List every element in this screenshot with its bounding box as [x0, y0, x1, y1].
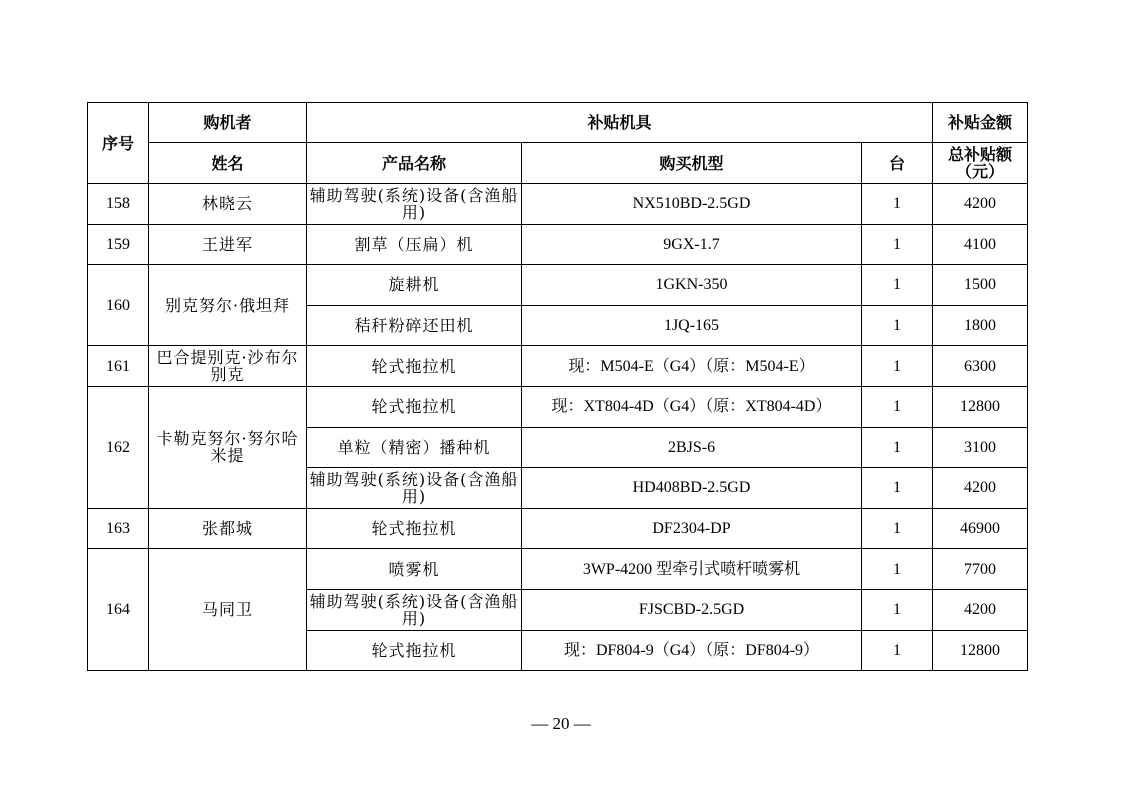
units: 1	[862, 265, 933, 306]
table-row	[88, 184, 1028, 225]
model: 3WP-4200 型牵引式喷杆喷雾机	[522, 549, 862, 590]
row-seq: 158	[88, 184, 149, 225]
product-name: 轮式拖拉机	[307, 346, 522, 387]
units: 1	[862, 184, 933, 225]
model: NX510BD-2.5GD	[522, 184, 862, 225]
subsidy-amount: 1500	[933, 265, 1028, 306]
product-name: 割草（压扁）机	[307, 224, 522, 265]
buyer-name: 王进军	[149, 224, 307, 265]
subsidy-amount: 12800	[933, 630, 1028, 671]
subsidy-amount: 3100	[933, 427, 1028, 468]
product-name: 单粒（精密）播种机	[307, 427, 522, 468]
product-name: 轮式拖拉机	[307, 630, 522, 671]
model: 现：M504-E（G4）（原：M504-E）	[522, 346, 862, 387]
header-seq: 序号	[88, 103, 149, 184]
row-seq: 161	[88, 346, 149, 387]
product-name: 轮式拖拉机	[307, 508, 522, 549]
units: 1	[862, 386, 933, 427]
product-name: 旋耕机	[307, 265, 522, 306]
subsidy-amount: 4200	[933, 589, 1028, 630]
table-row	[88, 265, 1028, 306]
header-product-name: 产品名称	[307, 143, 522, 184]
product-name: 辅助驾驶(系统)设备(含渔船用)	[307, 589, 522, 630]
row-seq: 162	[88, 386, 149, 508]
subsidy-amount: 4200	[933, 184, 1028, 225]
header-row-bottom	[88, 143, 1028, 184]
page-number: — 20 —	[531, 714, 591, 733]
units: 1	[862, 427, 933, 468]
header-model: 购买机型	[522, 143, 862, 184]
subsidy-amount: 6300	[933, 346, 1028, 387]
row-seq: 163	[88, 508, 149, 549]
header-buyer-name: 姓名	[149, 143, 307, 184]
units: 1	[862, 346, 933, 387]
units: 1	[862, 508, 933, 549]
subsidy-amount: 4200	[933, 468, 1028, 509]
header-equipment-group: 补贴机具	[307, 103, 933, 143]
buyer-name: 张都城	[149, 508, 307, 549]
subsidy-amount: 1800	[933, 305, 1028, 346]
model: 9GX-1.7	[522, 224, 862, 265]
model: DF2304-DP	[522, 508, 862, 549]
table-row	[88, 508, 1028, 549]
product-name: 轮式拖拉机	[307, 386, 522, 427]
units: 1	[862, 630, 933, 671]
table-row	[88, 549, 1028, 590]
header-total-subsidy: 总补贴额（元）	[933, 143, 1028, 184]
buyer-name: 巴合提别克·沙布尔别克	[149, 346, 307, 387]
header-row-top	[88, 103, 1028, 143]
units: 1	[862, 468, 933, 509]
model: 2BJS-6	[522, 427, 862, 468]
subsidy-amount: 46900	[933, 508, 1028, 549]
header-buyer-group: 购机者	[149, 103, 307, 143]
subsidy-table	[87, 102, 1028, 671]
row-seq: 160	[88, 265, 149, 346]
units: 1	[862, 549, 933, 590]
units: 1	[862, 224, 933, 265]
units: 1	[862, 589, 933, 630]
model: 现：XT804-4D（G4）（原：XT804-4D）	[522, 386, 862, 427]
subsidy-amount: 12800	[933, 386, 1028, 427]
buyer-name: 别克努尔·俄坦拜	[149, 265, 307, 346]
table-row	[88, 346, 1028, 387]
units: 1	[862, 305, 933, 346]
product-name: 辅助驾驶(系统)设备(含渔船用)	[307, 184, 522, 225]
buyer-name: 卡勒克努尔·努尔哈米提	[149, 386, 307, 508]
row-seq: 164	[88, 549, 149, 671]
table-row	[88, 224, 1028, 265]
product-name: 喷雾机	[307, 549, 522, 590]
product-name: 秸秆粉碎还田机	[307, 305, 522, 346]
header-units: 台	[862, 143, 933, 184]
model: 现：DF804-9（G4）（原：DF804-9）	[522, 630, 862, 671]
subsidy-amount: 7700	[933, 549, 1028, 590]
model: HD408BD-2.5GD	[522, 468, 862, 509]
model: FJSCBD-2.5GD	[522, 589, 862, 630]
subsidy-amount: 4100	[933, 224, 1028, 265]
table-row	[88, 386, 1028, 427]
model: 1GKN-350	[522, 265, 862, 306]
model: 1JQ-165	[522, 305, 862, 346]
header-subsidy-group: 补贴金额	[933, 103, 1028, 143]
buyer-name: 马同卫	[149, 549, 307, 671]
row-seq: 159	[88, 224, 149, 265]
buyer-name: 林晓云	[149, 184, 307, 225]
product-name: 辅助驾驶(系统)设备(含渔船用)	[307, 468, 522, 509]
